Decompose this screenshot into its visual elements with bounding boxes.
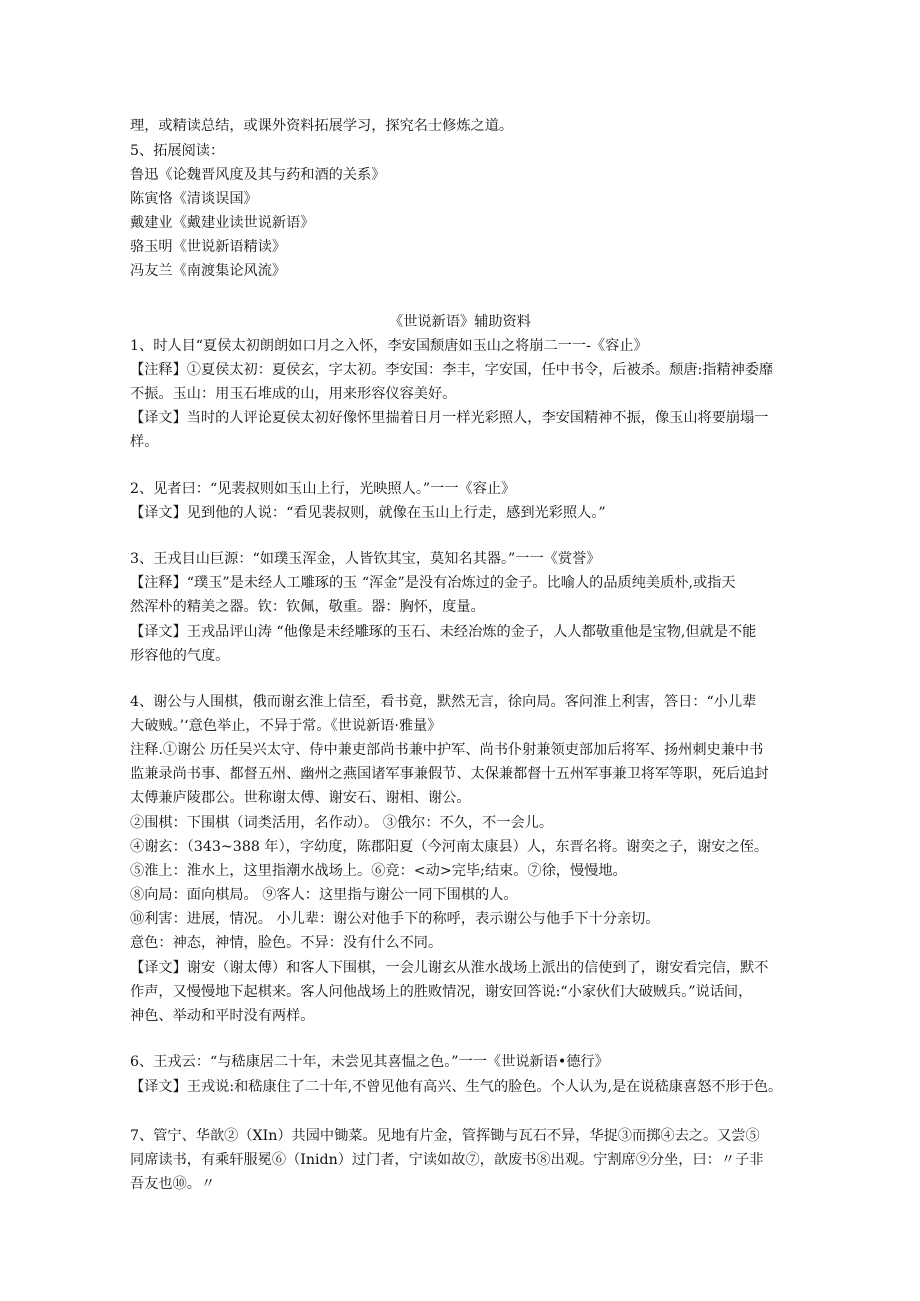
entry-7-text: 7、管宁、华歆②（XIn）共园中锄菜。见地有片金，管挥锄与瓦石不异，华捉③而掷④去之。又尝⑤	[130, 1128, 760, 1144]
book-item: 骆玉明《世说新语精读》	[130, 239, 287, 255]
book-item: 戴建业《戴建业读世说新语》	[130, 215, 315, 231]
section-title: 《世说新语》辅助资料	[389, 314, 531, 330]
entry-3-translation-cont: 形容他的气度。	[130, 648, 230, 664]
entry-1-translation: 【译文】当时的人评论夏侯太初好像怀里揣着日月一样光彩照人，李安国精神不振，像玉山将要崩塌一	[130, 410, 769, 426]
entry-1-text: 1、时人目“夏侯太初朗朗如口月之入怀，李安国颓唐如玉山之将崩二一一-《容止》	[130, 338, 648, 354]
entry-4-note-item: ②围棋：下围棋（词类活用，名作动）。 ③俄尔：不久，不一会儿。	[130, 815, 554, 831]
entry-1-note: 【注释】①夏侯太初：夏侯玄，字太初。李安国：李丰，字安国，任中书令，后被杀。颓唐:指精神委靡	[130, 362, 774, 378]
book-item: 陈寅恪《清谈误国》	[130, 191, 258, 207]
entry-4-note-cont: 监兼录尚书事、都督五州、幽州之燕国诸军事兼假节、太保兼都督十五州军事兼卫将军等职，死后追封	[130, 766, 769, 782]
entry-3-note-cont: 然浑朴的精美之器。钦：钦佩，敬重。器：胸怀，度量。	[130, 599, 485, 615]
entry-3-translation: 【译文】王戎品评山涛 “他像是未经雕琢的玉石、未经冶炼的金子，人人都敬重他是宝物,但就是不能	[130, 624, 757, 640]
entry-1-translation-cont: 样。	[130, 434, 159, 450]
entry-4-note-item: ④谢玄：（343~388 年），字幼度，陈郡阳夏（今河南太康县）人，东晋名将。谢奕之子，谢安之侄。	[130, 839, 769, 855]
entry-4-note-item: 意色：神态，神情，脸色。不异：没有什么不同。	[130, 935, 443, 951]
entry-4-note-cont: 太傅兼庐陵郡公。世称谢太傅、谢安石、谢相、谢公。	[130, 790, 471, 806]
book-item: 冯友兰《南渡集论风流》	[130, 263, 287, 279]
entry-3-note: 【注释】“璞玉”是未经人工雕琢的玉 “浑金”是没有冶炼过的金子。比喻人的品质纯美质朴,或指天	[130, 575, 736, 591]
entry-6-translation: 【译文】王戎说:和嵇康住了二十年,不曾见他有高兴、生气的脸色。个人认为,是在说嵇康喜怒不形于色。	[130, 1079, 783, 1095]
entry-7-text-cont: 吾友也⑩。〃	[130, 1176, 216, 1192]
entry-7-text-cont: 同席读书，有乘轩服冕⑥（Inidn）过门者，宁读如故⑦，歆废书⑧出观。宁割席⑨分坐，曰：〃子非	[130, 1152, 764, 1168]
entry-4-note-item: ⑩利害：进展，情况。 小儿辈：谢公对他手下的称呼，表示谢公与他手下十分亲切。	[130, 911, 660, 927]
entry-4-translation-cont: 神色、举动和平时没有两样。	[130, 1008, 315, 1024]
entry-4-text: 4、谢公与人围棋，俄而谢玄淮上信至，看书竟，默然无言，徐向局。客问淮上利害，答日：“小儿辈	[130, 694, 757, 710]
entry-3-text: 3、王戎目山巨源：“如璞玉浑金，人皆钦其宝，莫知名其器。”一一《赏誉》	[130, 551, 601, 567]
entry-2-translation: 【译文】见到他的人说：“看见裴叔则，就像在玉山上行走，感到光彩照人。”	[130, 505, 606, 521]
entry-1-note-cont: 不振。玉山：用玉石堆成的山，用来形容仪容美好。	[130, 386, 457, 402]
entry-4-note-item: ⑧向局：面向棋局。 ⑨客人：这里指与谢公一同下围棋的人。	[130, 887, 518, 903]
entry-4-translation: 【译文】谢安（谢太傅）和客人下围棋，一会儿谢玄从淮水战场上派出的信使到了，谢安看完信，默不	[130, 960, 769, 976]
entry-2-text: 2、见者曰：“见裴叔则如玉山上行，光映照人。”一一《容止》	[130, 481, 516, 497]
entry-4-text-cont: 大破贼。’‘意色举止，不异于常。《世说新语·雅量》	[130, 718, 442, 734]
text-line: 理，或精读总结，或课外资料拓展学习，探究名士修炼之道。	[130, 118, 514, 134]
book-item: 鲁迅《论魏晋风度及其与药和酒的关系》	[130, 167, 386, 183]
entry-4-note: 注释.①谢公 历任吴兴太守、侍中兼吏部尚书兼中护军、尚书仆射兼领吏部加后将军、扬州刺史兼中书	[130, 742, 764, 758]
entry-4-translation-cont: 作声，又慢慢地下起棋来。客人问他战场上的胜败情况，谢安回答说:“小家伙们大破贼兵。”说话间，	[130, 984, 753, 1000]
section-heading-extended-reading: 5、拓展阅读：	[130, 143, 225, 159]
entry-6-text: 6、王戎云：“与嵇康居二十年，未尝见其喜愠之色。”一一《世说新语•德行》	[130, 1054, 609, 1070]
entry-4-note-item: ⑤淮上：淮水上，这里指潮水战场上。⑥竞：<动>完毕;结束。⑦徐，慢慢地。	[130, 863, 627, 879]
